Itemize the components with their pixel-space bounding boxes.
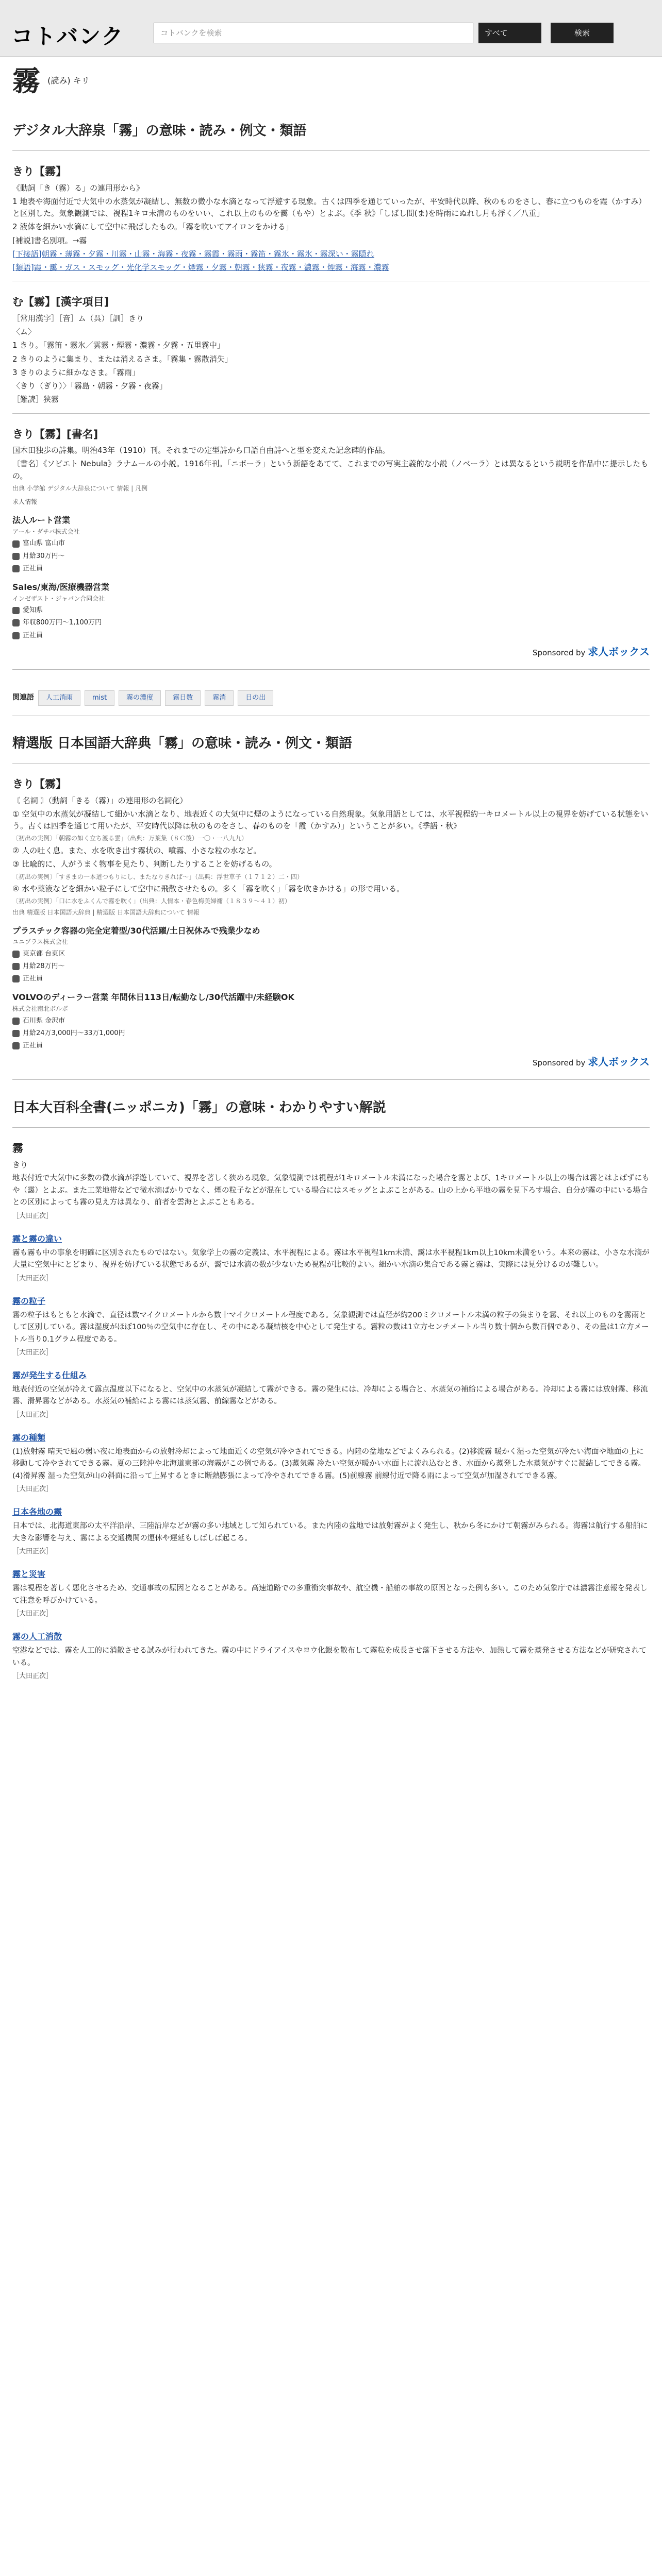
entry-kiri — [12, 150, 650, 274]
entry-line[interactable]: [類語]霞・靄・ガス・スモッグ・光化学スモッグ・煙霧・夕霧・朝霧・狭霧・夜霧・濃霧・煙霧・海霧・濃霧 — [12, 263, 389, 273]
entry-line: 〘 名詞 〙（動詞「きる（霧）」の連用形の名詞化） — [12, 795, 188, 805]
entry-line[interactable]: [下接語]朝霧・薄霧・夕霧・川霧・山霧・海霧・夜霧・霧霞・霧雨・霧笛・霧氷・霧氷・霧深い・霧隠れ — [12, 249, 374, 259]
dictionary-title-daijisen: デジタル大辞泉「霧」の意味・読み・例文・類語 — [12, 123, 307, 139]
money-icon — [12, 963, 20, 970]
ad-item[interactable] — [12, 581, 650, 641]
headword-row — [0, 57, 662, 103]
entry-line: 〈ム〉 — [12, 327, 36, 337]
ad-type: 正社員 — [23, 564, 43, 572]
related-chip[interactable]: 日の出 — [238, 690, 273, 706]
search-button[interactable]: 検索 — [551, 23, 614, 43]
section-body: 日本では、北海道東部の太平洋沿岸、三陸沿岸などが霧の多い地域として知られている。また内陸の盆地では放射霧がよく発生し、秋から冬にかけて朝霧がみられる。海霧は航行する船舶に大きな影響を与え、霧による交通機関の運休や遅延もしばしば起こる。 — [12, 1522, 648, 1543]
search-scope-select[interactable]: すべて — [478, 23, 541, 43]
section-heading[interactable]: 霧の人工消散 — [12, 1632, 62, 1642]
dictionary-title-nikkoku: 精選版 日本国語大辞典「霧」の意味・読み・例文・類語 — [12, 735, 353, 751]
site-header — [0, 0, 662, 57]
briefcase-icon — [12, 975, 20, 982]
ad-company: ユニプラス株式会社 — [12, 938, 68, 946]
section-heading[interactable]: 霧の粒子 — [12, 1296, 46, 1306]
section-heading[interactable]: 霧の種類 — [12, 1433, 46, 1443]
entry-line: 〈きり（ぎり）〉「霧島・朝霧・夕霧・夜霧」 — [12, 381, 168, 391]
location-icon — [12, 951, 20, 958]
ad-pay: 月給24万3,000円〜33万1,000円 — [23, 1029, 125, 1037]
entry-line: [補説]書名別項。→霧 — [12, 235, 87, 245]
section-body: (1)放射霧 晴天で風の弱い夜に地表面からの放射冷却によって地面近くの空気が冷やされてできる。内陸の盆地などでよくみられる。(2)移流霧 暖かく湿った空気が冷たい海面や地面の上に移動して冷やされてできる霧。夏の三陸沖や北海道東部の海霧がこの例である。(3)蒸気霧 冷たい空気が暖かい水面上に流れ込むとき、水面から蒸発した水蒸気がすぐに凝結してできる霧。(4)滑昇霧 湿った空気が山の斜面に沿って上昇するときに断熱膨張によって冷やされてできる霧。(5)前線霧 前線付近で降る雨によって空気が加湿されてできる霧。 — [12, 1447, 646, 1480]
ad-item[interactable] — [12, 514, 650, 574]
entry-line: ［常用漢字］［音］ム（呉）［訓］きり — [12, 313, 144, 323]
job-ads — [12, 497, 650, 669]
job-ads-2 — [12, 925, 650, 1080]
ad-title[interactable]: Sales/東海/医療機器営業 — [12, 582, 109, 592]
sponsor-label: Sponsored by — [532, 648, 586, 657]
entry-heading: きり【霧】 — [12, 778, 67, 791]
location-icon — [12, 607, 20, 614]
ad-pay: 月給30万円〜 — [23, 552, 65, 560]
ad-location: 東京都 台東区 — [23, 950, 65, 958]
entry-line: 《動詞「き（霧）る」の連用形から》 — [12, 183, 144, 193]
sponsor-brand[interactable]: 求人ボックス — [588, 645, 650, 658]
related-chip[interactable]: 霧日数 — [165, 690, 201, 706]
ad-pay: 年収800万円〜1,100万円 — [23, 619, 102, 627]
dictionary-title-nipponica: 日本大百科全書(ニッポニカ)「霧」の意味・わかりやすい解説 — [12, 1100, 386, 1116]
section-body: 霧も霧も中の事象を明確に区別されたものではない。気象学上の霧の定義は、水平視程による。霧は水平視程1km未満、靄は水平視程1km以上10km未満をいう。本来の霧は、小さな水滴が大量に空気中にとどまり、視界を妨げている状態であるが、靄では水滴の数が少ないため視程が比較的よい。細かい水滴の集合である霧と霧は、実際には見分けるのが難しい。 — [12, 1248, 650, 1269]
entry-line: 〔初出の実例〕「口に水をふくんで霧を吹く」（出典：人情本・春色梅美婦禰（１８３９〜４１）初） — [12, 897, 291, 905]
entry-line: 国木田独歩の詩集。明治43年（1910）刊。それまでの定型詩から口語自由詩へと型を変えた記念碑的作品。 — [12, 446, 390, 455]
entry-nipponica — [12, 1127, 650, 1682]
entry-book — [12, 413, 650, 494]
entry-line: 〔初出の実例〕「朝霧の如く立ち渡る雲」（出典：万葉集（８Ｃ後）一〇・一八九九） — [12, 835, 248, 842]
entry-line: ② 人の吐く息。また、水を吹き出す霧状の、噴霧、小さな粒の水など。 — [12, 846, 261, 856]
entry-heading: 霧 — [12, 1142, 23, 1155]
ads-label: 求人情報 — [12, 498, 38, 506]
briefcase-icon — [12, 632, 20, 639]
author: ［大田正次］ — [12, 1485, 53, 1494]
briefcase-icon — [12, 565, 20, 572]
entry-intro: 地表付近で大気中に多数の微水滴が浮遊していて、視界を著しく狭める現象。気象観測では視程が1キロメートル未満になった場合を霧とよび、1キロメートル以上の場合は霧とはよばずにもや（靄）とよぶ。また工業地帯などで微水滴ばかりでなく、煙の粒子などが混在している場合にはスモッグとよぶことがある。山の上から平地の霧を見下ろす場合、自分が霧の中にいる場合との区別によっても霧の見え方は異なり、前者を雲海とよぶこともある。 — [12, 1174, 650, 1207]
entry-reading: きり — [12, 1160, 28, 1170]
ad-title[interactable]: プラスチック容器の完全定着型/30代活躍/土日祝休みで残業少なめ — [12, 925, 260, 936]
related-chip[interactable]: 霧消 — [205, 690, 234, 706]
entry-line: 1 きり。「霧笛・霧氷／雲霧・煙霧・濃霧・夕霧・五里霧中」 — [12, 341, 225, 350]
section-heading[interactable]: 霧と災害 — [12, 1569, 46, 1580]
location-icon — [12, 1018, 20, 1025]
entry-line: 3 きりのように細かなさま。「霧雨」 — [12, 367, 140, 377]
ad-item[interactable] — [12, 925, 650, 985]
money-icon — [12, 1030, 20, 1037]
entry-line: ④ 水や薬液などを細かい粒子にして空中に飛散させたもの。多く「霧を吹く」「霧を吹きかける」の形で用いる。 — [12, 884, 405, 894]
ad-type: 正社員 — [23, 631, 43, 639]
section-body: 地表付近の空気が冷えて露点温度以下になると、空気中の水蒸気が凝結して霧ができる。霧の発生には、冷却による場合と、水蒸気の補給による場合がある。冷却による霧には放射霧、移流霧、滑昇霧などがある。水蒸気の補給による霧には蒸気霧、前線霧などがある。 — [12, 1385, 648, 1406]
source-note: 出典 小学館 デジタル大辞泉について 情報 | 凡例 — [12, 484, 148, 492]
section-body: 空港などでは、霧を人工的に消散させる試みが行われてきた。霧の中にドライアイスやヨウ化銀を散布して霧粒を成長させ落下させる方法や、加熱して霧を蒸発させる方法などが研究されている。 — [12, 1647, 647, 1667]
related-chip[interactable]: mist — [85, 690, 114, 706]
sponsor-line — [12, 1054, 650, 1080]
related-label: 関連語 — [12, 693, 34, 702]
related-terms — [12, 681, 650, 716]
author: ［大田正次］ — [12, 1411, 53, 1419]
author: ［大田正次］ — [12, 1274, 53, 1282]
sponsor-line — [12, 644, 650, 670]
page-title: 霧 — [12, 65, 40, 97]
ad-company: 株式会社南北ボルボ — [12, 1005, 69, 1013]
sponsor-label: Sponsored by — [532, 1058, 586, 1068]
sponsor-brand[interactable]: 求人ボックス — [588, 1056, 650, 1069]
entry-line: ［難読］狭霧 — [12, 395, 59, 404]
money-icon — [12, 619, 20, 626]
entry-line: 2 液体を細かい水滴にして空中に飛ばしたもの。「霧を吹いてアイロンをかける」 — [12, 222, 293, 232]
author: ［大田正次］ — [12, 1349, 53, 1357]
entry-line: ① 空気中の水蒸気が凝結して細かい水滴となり、地表近くの大気中に煙のようになっている自然現象。気象用語としては、水平視程約一キロメートル以上の視界を妨げている状態をいう。古くは四季を通じて用いたが、平安時代以降は秋のものをさし、春のものを「霞（かすみ）」ということが多い。《季語・秋》 — [12, 809, 649, 831]
source-note: 出典 精選版 日本国語大辞典 | 精選版 日本国語大辞典について 情報 — [12, 908, 200, 916]
entry-mu — [12, 281, 650, 405]
ad-location: 石川県 金沢市 — [23, 1016, 65, 1025]
ad-item[interactable] — [12, 991, 650, 1051]
entry-line: 〔書名〕《ソビエト Nebula》ラナムールの小説。1916年刊。「ニボーラ」という新語をあてて、これまでの写実主義的な小説（ノベーラ）とは異なるという説明を作品中に提示したもの。 — [12, 459, 649, 481]
author: ［大田正次］ — [12, 1610, 53, 1618]
section-heading[interactable]: 日本各地の霧 — [12, 1507, 62, 1517]
section-body: 霧の粒子はもともと水滴で、直径は数マイクロメートルから数十マイクロメートル程度である。気象観測では直径が約200ミクロメートル未満の粒子の集まりを霧、それ以上のものを霧雨として区別している。霧は湿度がほぼ100％の空気中に存在し、その中にある凝結核を中心として発生する。霧粒の数は1立方センチメートル当り数十個から数百個であり、その量は1立方メートル当り0.1グラム程度である。 — [12, 1311, 649, 1344]
ad-location: 愛知県 — [23, 606, 43, 615]
ad-title[interactable]: 法人ルート営業 — [12, 515, 71, 526]
entry-nikkoku — [12, 763, 650, 917]
ad-type: 正社員 — [23, 975, 43, 983]
entry-line: 2 きりのように集まり、または消えるさま。「霧集・霧散消失」 — [12, 354, 233, 364]
related-chip[interactable]: 霧の濃度 — [119, 690, 161, 706]
entry-line: ③ 比喩的に、人がうまく物事を見たり、判断したりすることを妨げるもの。 — [12, 859, 277, 869]
ad-title[interactable]: VOLVOのディーラー営業 年間休日113日/転勤なし/30代活躍中/未経験OK — [12, 992, 294, 1003]
ad-pay: 月給28万円〜 — [23, 962, 65, 971]
ad-company: インゼザスト・ジャパン合同会社 — [12, 595, 105, 602]
entry-heading: む【霧】[漢字項目] — [12, 296, 109, 309]
author: ［大田正次］ — [12, 1212, 53, 1220]
money-icon — [12, 553, 20, 560]
section-heading[interactable]: 霧が発生する仕組み — [12, 1370, 87, 1381]
entry-heading: きり【霧】[書名] — [12, 428, 98, 440]
author: ［大田正次］ — [12, 1672, 53, 1681]
entry-line: 〔初出の実例〕「すきまの一本道つもりにし、またなりきれば〜」（出典：浮世草子（１７１２）二・四） — [12, 873, 304, 880]
related-chip[interactable]: 人工消雨 — [38, 690, 80, 706]
site-logo[interactable]: コトバンク — [11, 24, 124, 49]
section-heading[interactable]: 霧と霧の違い — [12, 1233, 62, 1244]
entry-line: 1 地表や海面付近で大気中の水蒸気が凝結し、無数の微小な水滴となって浮遊する現象。古くは四季を通じていったが、平安時代以降、秋のものをさし、春に立つものを霞（かすみ）と区別した。気象観測では、視程1キロ未満のものをいい、これ以上のものを靄（もや）とよぶ。《季 秋》「しばし間(ま)を時雨にぬれし月も浮く／八重」 — [12, 196, 647, 218]
author: ［大田正次］ — [12, 1548, 53, 1556]
location-icon — [12, 540, 20, 548]
ad-type: 正社員 — [23, 1042, 43, 1050]
ad-location: 富山県 富山市 — [23, 539, 65, 548]
page-reading: (読み) キリ — [47, 76, 90, 86]
briefcase-icon — [12, 1042, 20, 1049]
entry-heading: きり【霧】 — [12, 165, 67, 178]
section-body: 霧は視程を著しく悪化させるため、交通事故の原因となることがある。高速道路での多重衝突事故や、航空機・船舶の事故の原因となった例も多い。このため気象庁では濃霧注意報を発表して注意を呼びかけている。 — [12, 1584, 648, 1605]
ad-company: アール・ダチバ株式会社 — [12, 528, 80, 535]
search-input[interactable]: コトバンクを検索 — [154, 23, 473, 43]
